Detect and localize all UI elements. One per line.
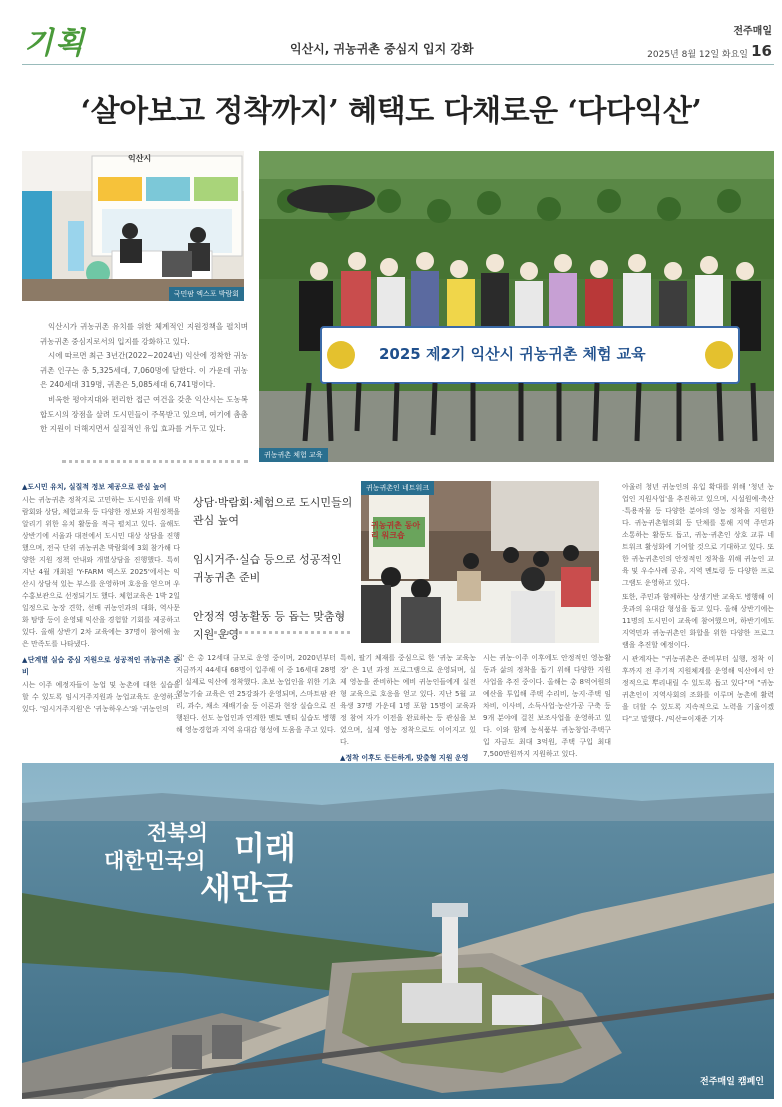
body-paragraph: 아울러 청년 귀농인의 유입 확대를 위해 '청년 농업인 지원사업'을 추진하고 있으며, 시설원예·축산·특용작물 등 다양한 분야의 영농 정착을 지원한다. 귀농귀촌협의회 등 단체를 통해 지역 주민과 소통하는 활동도 돕고, 귀농·귀촌인 상호 교류 네트워크 활성화에 기여할 것으로 기대하고 있다. 또한 귀농귀촌인의 안정적인 정착을 위해 귀농인 교육 및 우수사례 공유, 지역 멘토링 등 다양한 프로그램도 운영하고 있다.: [622, 483, 774, 587]
pull-quotes: [193, 494, 353, 665]
subheading-practice: ▲단계별 실습 중심 지원으로 성공적인 귀농귀촌 준비: [22, 656, 180, 676]
intro-paragraph: 비옥한 평야지대와 편리한 접근 여건을 갖춘 익산시는 도농복합도시의 장점을 살려 도시민들이 주목받고 있으며, 여기에 촘촘한 지원이 더해지면서 실질적인 유입 효과를 거두고 있다.: [40, 394, 248, 434]
intro-dotted-divider: [62, 460, 248, 463]
expo-booth-sign: 익산시: [128, 154, 152, 163]
banner-campaign-label: 전주매일 캠페인: [700, 1077, 764, 1087]
page-header: [0, 0, 782, 70]
body-paragraph: 시는 이주 예정자들이 농업 및 농촌에 대한 실습을 할 수 있도록 임시거주지원과 농업교육도 운영하고 있다. '임시거주지원'은 '귀농하우스'와 '귀농인의: [22, 681, 180, 713]
subheading-recruitment: ▲도시민 유치, 실질적 정보 제공으로 관심 높여: [22, 483, 167, 491]
paper-name: 전주매일: [733, 26, 772, 37]
header-rule: [22, 64, 774, 65]
pull-quote: 상담·박람회·체험으로 도시민들의 관심 높여: [193, 496, 353, 527]
body-column-3: [340, 652, 476, 778]
banner-word-future: 미래: [234, 829, 296, 867]
body-paragraph: 특히, 팔기 체재를 중심으로 한 '귀농 교육농장' 은 1년 과정 프로그램으로 운영되며, 실제 영농을 준비하는 예비 귀농인들에게 실전형 교육으로 호응을 얻고 있다. 지난 5월 교육생 37명 가운데 1명 포함 15명이 교육과정 참여 자가 이전을 완료하는 등 관심을 보였으며, 실제 영농 정착으로도 이어지고 있다.: [340, 654, 476, 746]
experience-group-photo: [259, 151, 774, 462]
expo-photo-caption: 국민팜 엑스포 박람회: [169, 287, 244, 301]
section-label: 기획: [24, 26, 86, 61]
network-image: [361, 481, 599, 643]
body-paragraph: 시는 귀농귀촌 정착지로 고민하는 도시민을 위해 박람회와 상담, 체험교육 등 다양한 정보와 지원정책을 알리기 위한 유치 활동을 적극 펼치고 있다. 올해도 상반기에 서울과 대전에서 도시민 대상 상담을 진행했으며, 전국 단위 귀농귀촌 박람회에 3회 참가해 다양한 지원 정책 안내와 개별상담을 진행했다. 특히 지난 4월 개최된 'Y-FARM 엑스포 2025'에서는 익산시 상담석 있는 부스를 운영하며 호응을 얻으며 우수홍보관으로 선정되기도 했다. 체험교육은 1박 2일 일정으로 농장 견학, 선배 귀농인과의 대화, 역사문화 탐방 등이 운영돼 익산을 경험할 기회를 제공하고 있다. 올해 상반기 2차 교육에는 37명이 참여해 높은 만족도를 나타냈다.: [22, 496, 180, 648]
quotes-dotted-divider: [214, 631, 350, 634]
intro-paragraph: 익산시가 귀농귀촌 유치를 위한 체계적인 지원정책을 펼치며 귀농귀촌 중심지로서의 입지를 강화하고 있다.: [40, 322, 248, 346]
experience-photo-caption: 귀농귀촌 체험 교육: [259, 448, 328, 462]
body-column-5: [622, 481, 774, 761]
banner-line-korea: 대한민국의: [104, 848, 206, 873]
network-photo: [361, 481, 599, 643]
body-paragraph: 시는 귀농·이주 이후에도 안정적인 영농활동과 삶의 정착을 돕기 위해 다양한 지원 사업을 추진 중이다. 올해는 총 8억여원의 예산을 투입해 주택 수리비, 농지·주택 임차비, 이사비, 소득사업·농산가공 구축 등 9개 분야에 걸친 보조사업을 운영하고 있다. 이와 함께 농식품부 귀농창업·주택구입 자금도 최대 3억원, 주택 구입 최대 7,500만원까지 지원하고 있다.: [483, 654, 611, 758]
banner-word-saemangeum: 새만금: [200, 869, 293, 907]
banner-line-jeonbuk: 전북의: [147, 820, 208, 845]
saemangeum-campaign-banner: [22, 763, 774, 1099]
section-title: 익산시, 귀농귀촌 중심지 입지 강화: [290, 42, 474, 56]
expo-booth-image: [22, 151, 244, 301]
saemangeum-aerial-image: [22, 763, 774, 1099]
body-column-4: [483, 652, 611, 778]
intro-paragraph: 시에 따르면 최근 3년간(2022~2024년) 익산에 정착한 귀농귀촌 인구는 총 5,325세대, 7,060명에 달한다. 이 가운데 귀농은 240세대 319명, 귀촌은 5,085세대 6,741명이다.: [40, 351, 248, 390]
experience-banner-title: 2025 제2기 익산시 귀농귀촌 체험 교육: [379, 345, 646, 363]
subheading-settlement: ▲정착 이후도 든든하게, 맞춤형 지원 운영: [340, 754, 469, 762]
article-intro: [40, 320, 248, 437]
body-column-2: [176, 652, 336, 778]
network-photo-caption: 귀농귀촌인 네트워크: [361, 481, 434, 495]
network-sign: 귀농귀촌 동아리 워크숍: [371, 521, 421, 540]
body-paragraph: 또한, 주민과 함께하는 상생기반 교육도 병행해 이웃과의 유대감 형성을 돕고 있다. 올해 상반기에는 11명의 도시민이 교육에 참여했으며, 하반기에도 지역민과 귀농귀촌인 화합을 위한 다양한 프로그램을 추진할 예정이다.: [622, 593, 774, 649]
group-photo-image: [259, 151, 774, 462]
pull-quote: 안정적 영농활동 등 돕는 맞춤형 지원 운영: [193, 610, 346, 641]
pull-quote: 임시거주·실습 등으로 성공적인 귀농귀촌 준비: [193, 553, 342, 584]
body-paragraph: 집' 은 총 12세대 규모로 운영 중이며, 2020년부터 지금까지 44세대 68명이 입주해 이 중 16세대 28명이 실제로 익산에 정착했다. 초보 농업인을 위한 기초영농기술 교육은 연 25강좌가 운영되며, 스마트팜 관리, 과수, 채소 재배기술 등 이론과 현장 실습으로 진행된다. 선도 농업인과 연계한 멘토 멘티 실습도 병행해 영농경험과 지역 유대감 형성에 도움을 주고 있다.: [176, 654, 336, 734]
body-paragraph: 시 관계자는 "귀농귀촌은 준비부터 실행, 정착 이후까지 전 주기적 지원체계를 운영해 익산에서 안정적으로 뿌리내릴 수 있도록 돕고 있다"며 "귀농귀촌인이 지역사회의 조화를 이루며 농촌에 활력을 더할 수 있도록 지속적으로 노력을 기울이겠다"고 말했다. /익산=이재준 기자: [622, 655, 774, 723]
headline: ‘살아보고 정착까지’ 혜택도 다채로운 ‘다다익산’: [80, 94, 702, 129]
body-column-1: [22, 481, 180, 778]
page-number: 16: [751, 42, 772, 60]
expo-booth-photo: [22, 151, 244, 301]
issue-date: 2025년 8월 12일 화요일: [647, 50, 748, 60]
